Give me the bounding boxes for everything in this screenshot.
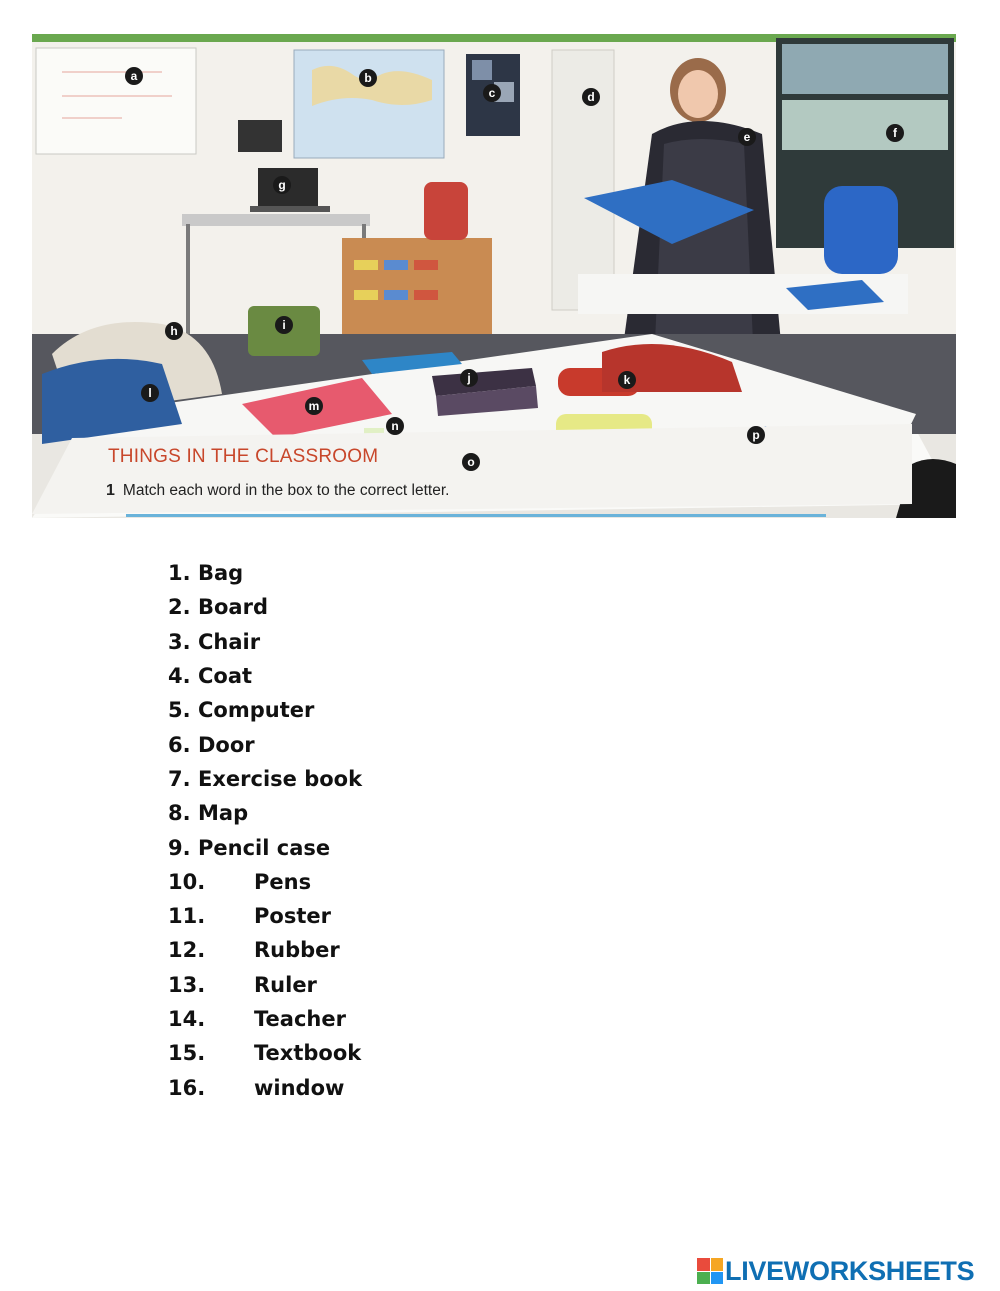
list-item xyxy=(168,968,362,1002)
marker-k: k xyxy=(618,371,636,389)
item-number: 12. xyxy=(168,938,206,963)
marker-f: f xyxy=(886,124,904,142)
item-number: 13. xyxy=(168,972,206,997)
item-word: Bag xyxy=(198,561,244,586)
marker-n: n xyxy=(386,417,404,435)
item-number: 5. xyxy=(168,698,191,723)
item-number: 9. xyxy=(168,835,191,860)
list-item xyxy=(168,659,362,693)
item-word: Exercise book xyxy=(198,766,363,791)
marker-g: g xyxy=(273,176,291,194)
logo-square-1 xyxy=(697,1258,710,1271)
marker-h: h xyxy=(165,322,183,340)
instruction-text: Match each word in the box to the correct letter. xyxy=(122,482,450,499)
item-number: 2. xyxy=(168,595,191,620)
marker-c: c xyxy=(483,84,501,102)
marker-e: e xyxy=(738,128,756,146)
list-item xyxy=(168,625,362,659)
item-number: 11. xyxy=(168,904,206,929)
item-word: Map xyxy=(198,801,249,826)
item-word: window xyxy=(254,1075,345,1100)
item-word: Ruler xyxy=(254,972,317,997)
item-number: 6. xyxy=(168,732,191,757)
list-item xyxy=(168,830,362,864)
marker-p: p xyxy=(747,426,765,444)
list-item xyxy=(168,727,362,761)
list-item xyxy=(168,796,362,830)
item-number: 7. xyxy=(168,766,191,791)
item-number: 10. xyxy=(168,869,206,894)
word-list xyxy=(168,556,362,1105)
item-word: Textbook xyxy=(254,1041,362,1066)
marker-o: o xyxy=(462,453,480,471)
instruction-number: 1 xyxy=(106,482,115,499)
list-item xyxy=(168,1070,362,1104)
marker-j: j xyxy=(460,369,478,387)
item-word: Poster xyxy=(254,904,331,929)
item-word: Computer xyxy=(198,698,315,723)
marker-i: i xyxy=(275,316,293,334)
item-number: 3. xyxy=(168,629,191,654)
brand-name: LIVEWORKSHEETS xyxy=(725,1255,975,1286)
item-number: 8. xyxy=(168,801,191,826)
item-word: Coat xyxy=(198,664,253,689)
liveworksheets-logo[interactable] xyxy=(697,1256,974,1286)
list-item xyxy=(168,762,362,796)
item-word: Teacher xyxy=(254,1007,346,1031)
item-word: Pencil case xyxy=(198,835,331,860)
list-item xyxy=(168,1002,362,1036)
logo-square-2 xyxy=(711,1258,724,1271)
caption-heading: THINGS IN THE CLASSROOM xyxy=(108,446,379,467)
marker-b: b xyxy=(359,69,377,87)
logo-square-4 xyxy=(711,1272,724,1285)
item-number: 14. xyxy=(168,1007,206,1031)
logo-square-3 xyxy=(697,1272,710,1285)
list-item xyxy=(168,693,362,727)
item-number: 16. xyxy=(168,1075,206,1100)
list-item xyxy=(168,865,362,899)
list-item xyxy=(168,899,362,933)
list-item xyxy=(168,933,362,967)
item-number: 1. xyxy=(168,561,191,586)
item-word: Pens xyxy=(254,869,312,894)
marker-m: m xyxy=(305,397,323,415)
item-word: Board xyxy=(198,595,268,620)
item-word: Chair xyxy=(198,629,261,654)
item-number: 4. xyxy=(168,664,191,689)
list-item xyxy=(168,1036,362,1070)
item-word: Rubber xyxy=(254,938,340,963)
classroom-photo xyxy=(32,34,956,518)
item-number: 15. xyxy=(168,1041,206,1066)
brand-logo-icon xyxy=(697,1258,723,1284)
marker-l: l xyxy=(141,384,159,402)
marker-d: d xyxy=(582,88,600,106)
list-item xyxy=(168,590,362,624)
list-item xyxy=(168,556,362,590)
item-word: Door xyxy=(198,732,255,757)
instruction xyxy=(106,482,449,500)
marker-a: a xyxy=(125,67,143,85)
